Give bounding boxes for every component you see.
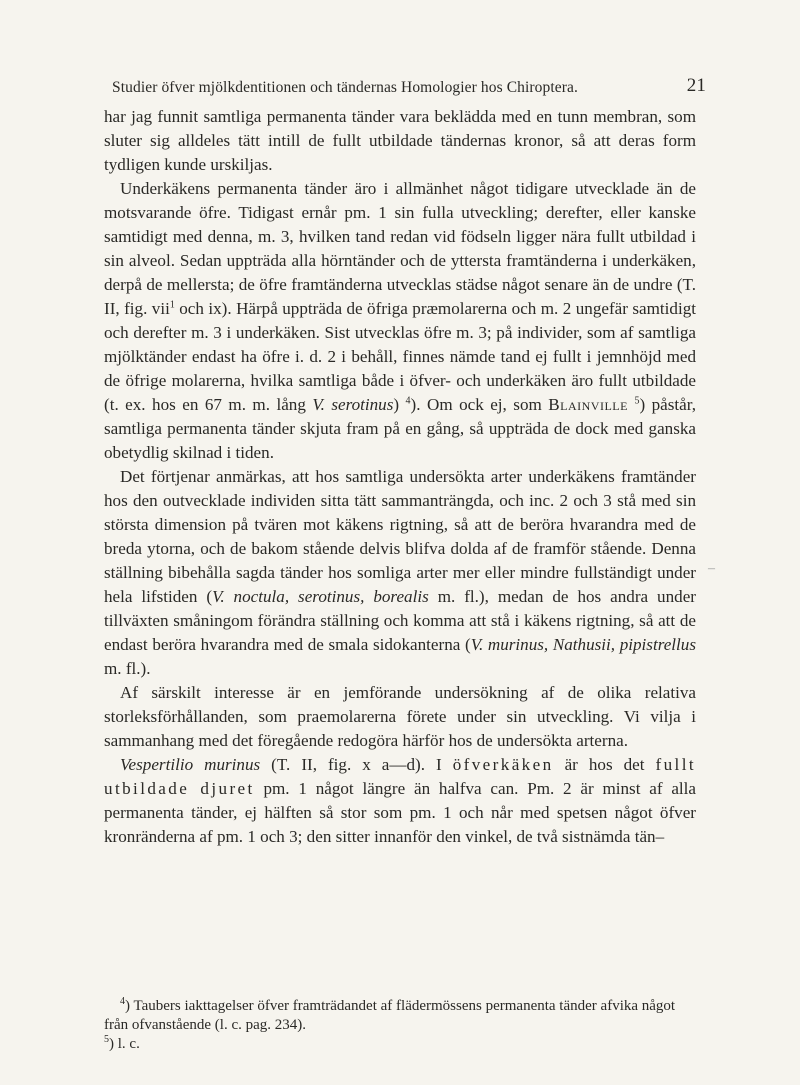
author-name: Blainville: [548, 395, 628, 414]
footnotes: [104, 997, 696, 1054]
species-list: V. murinus, Nathusii, pipistrellus: [470, 635, 696, 654]
footnote-ref-4: 4: [405, 395, 411, 407]
paragraph-5: Vespertilio murinus (T. II, fig. x a—d). I öfverkäken är hos det fullt utbildade djuret pm. 1 något längre än halfva can. Pm. 2 är minst af alla permanenta tänder, ej hälften så stor som pm. 1 och når med spetsen något öfver kronränderna af pm. 1 och 3; den sitter innanför den vinkel, de två sistnämda tän–: [104, 755, 696, 846]
species-heading: Vespertilio murinus: [120, 755, 261, 774]
paragraph-4: Af särskilt interesse är en jemförande undersökning af de olika relativa storleksförhållanden, som praemolarerna förete under sin utveckling. Vi vilja i sammanhang med det föregående redogöra härför hos de undersökta arterna.: [104, 683, 696, 750]
paragraph-2: Underkäkens permanenta tänder äro i allmänhet något tidigare utvecklade än de motsvarande öfre. Tidigast ernår pm. 1 sin fulla utveckling; derefter, eller kanske samtidigt med denna, m. 3, hvilken tand redan vid födseln ligger nära fullt utbildad i sin alveol. Sedan uppträda alla hörntänder och de yttersta framtänderna i underkäken, derpå de mellersta; de öfre framtänderna utvecklas städse något senare än de undre (T. II, fig. vii$^1$ och ix). Härpå uppträda de öfriga præmolarerna och m. 2 ungefär samtidigt och derefter m. 3 i underkäken. Sist utvecklas öfre m. 3; på individer, som af samtliga mjölktänder endast ha öfre i. d. 2 i behåll, finnes nämde tand ej fullt i jemnhöjd med de öfrige molarerna, hvilka samtliga både i öfver- och underkäken äro fullt utbildade (t. ex. hos en 67 m. m. lång V. serotinus) $^4$). Om ock ej, som Blainville $^5$) påstår, samtliga permanenta tänder skjuta fram på en gång, så uppträda de dock med ganska obetydlig skilnad i tiden.: [104, 179, 696, 462]
page-number: 21: [686, 75, 706, 96]
paragraph-3: Det förtjenar anmärkas, att hos samtliga undersökta arter underkäkens framtänder hos den outvecklade individen sitta tätt sammanträngda, och inc. 2 och 3 stå med sin största dimension på tvären mot käkens rigtning, så att de beröra hvarandra med de breda ytorna, och de bakom stående delvis blifva dolda af de framför stående. Denna ställning bibehålla sagda tänder hos somliga arter mer eller mindre fullständigt under hela lifstiden (V. noctula, serotinus, borealis m. fl.), medan de hos andra under tillväxten småningom förändra ställning och komma att stå i käkens rigtning, så att de endast beröra hvarandra med de smala sidokanterna (V. murinus, Nathusii, pipistrellus m. fl.).: [104, 467, 696, 678]
superscript: 1: [169, 299, 175, 311]
spaced-emphasis: öfverkäken: [452, 755, 554, 774]
paragraph-1: har jag funnit samtliga permanenta tänder vara beklädda med en tunn membran, som sluter sig alldeles tätt intill de fullt utbildade tändernas kronor, så att deras form tydligen kunde urskiljas.: [104, 107, 696, 174]
species-name: V. serotinus: [312, 395, 394, 414]
footnote-4: $^4$) Taubers iakttagelser öfver framträdandet af flädermössens permanenta tänder afvika något från ofvanstående (l. c. pag. 234).: [104, 996, 676, 1033]
footnote-5: $^5$) l. c.: [104, 1034, 140, 1052]
running-header: [112, 75, 706, 97]
spaced-emphasis: fullt utbildade djuret: [104, 755, 696, 798]
margin-mark: –: [708, 561, 715, 576]
species-list: V. noctula, serotinus, borealis: [212, 587, 429, 606]
running-title: Studier öfver mjölkdentitionen och tändernas Homologier hos Chiroptera.: [112, 79, 578, 96]
body-text: [104, 105, 696, 849]
footnote-ref-5: 5: [634, 395, 640, 407]
